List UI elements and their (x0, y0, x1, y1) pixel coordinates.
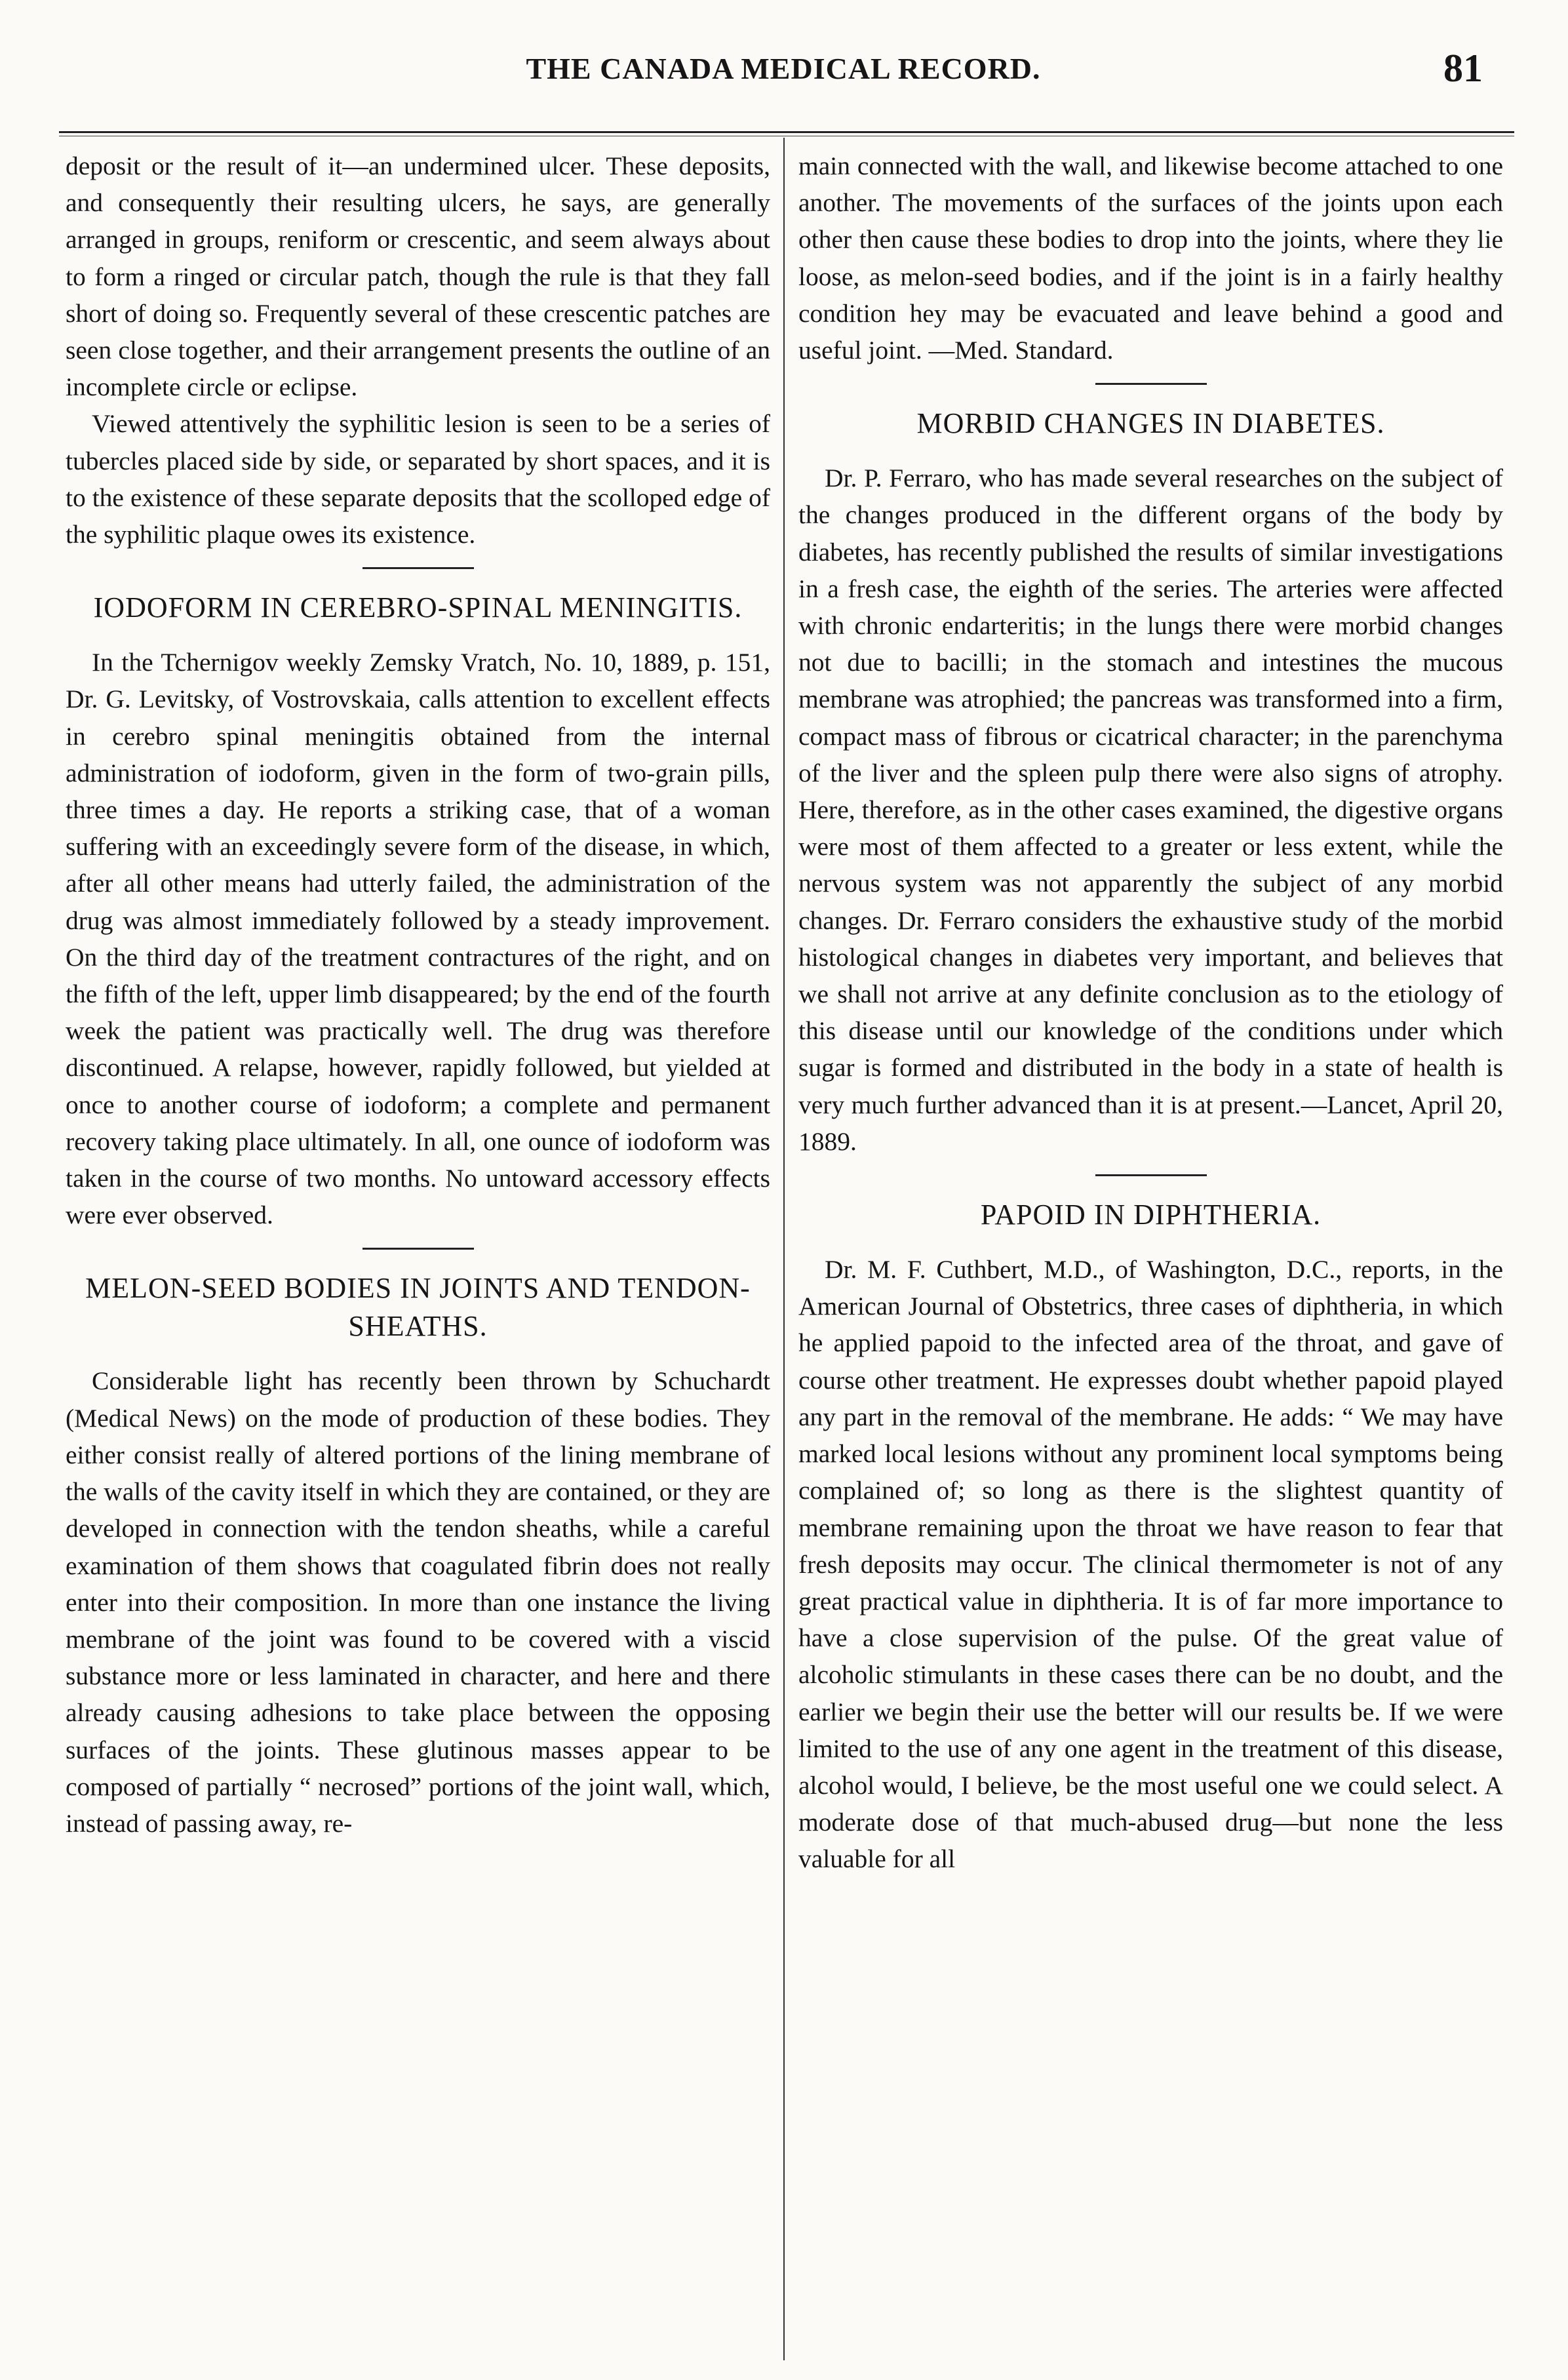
syphilis-paragraph-2: Viewed attentively the syphilitic lesion is seen to be a series of tubercles placed side by side, or separated by short spaces, and it is to the existence of these separate deposits that the scolloped edge of the syphilitic plaque owes its existence. (66, 409, 770, 549)
iodoform-article-title: IODOFORM IN CEREBRO-SPINAL MENINGITIS. (93, 591, 743, 624)
papoid-article-title: PAPOID IN DIPHTHERIA. (980, 1199, 1322, 1231)
section-rule (363, 567, 474, 569)
melon-seed-continuation: main connected with the wall, and likewise become attached to one another. The movements of the surfaces of the joints upon each other then cause these bodies to drop into the joints, where they lie loose, as melon-seed bodies, and if the joint is in a fairly healthy condition hey may be evacuated and leave behind a good and useful joint. —Med. Standard. (798, 151, 1503, 365)
melon-seed-paragraph: Considerable light has recently been thrown by Schuchardt (Medical News) on the mode of production of these bodies. They either consist really of altered portions of the lining membrane of the walls of the cavity itself in which they are contained, or they are developed in connection with the tendon sheaths, while a careful examination of them shows that coagulated fibrin does not really enter into their composition. In more than one instance the living membrane of the joint was found to be covered with a viscid substance more or less laminated in character, and here and there already causing adhesions to take place between the opposing surfaces of the joints. These glutinous masses appear to be composed of partially “ necrosed” portions of the joint wall, which, instead of passing away, re- (66, 1366, 770, 1838)
left-column (66, 148, 770, 2364)
syphilis-paragraph-1: deposit or the result of it—an undermined ulcer. These deposits, and consequently their resulting ulcers, he says, are generally arranged in groups, reniform or crescentic, and seem always about to form a ringed or circular patch, though the rule is that they fall short of doing so. Frequently several of these crescentic patches are seen close together, and their arrangement presents the outline of an incomplete circle or eclipse. (66, 151, 770, 402)
header-rule (59, 131, 1514, 136)
section-rule (363, 1248, 474, 1250)
diabetes-article-title: MORBID CHANGES IN DIABETES. (916, 407, 1385, 440)
section-rule (1095, 1174, 1207, 1176)
running-title: THE CANADA MEDICAL RECORD. (526, 52, 1041, 85)
papoid-paragraph: Dr. M. F. Cuthbert, M.D., of Washington, D.C., reports, in the American Journal of Obstetrics, three cases of diphtheria, in which he applied papoid to the infected area of the throat, and gave of course other treatment. He expresses doubt whether papoid played any part in the removal of the membrane. He adds: “ We may have marked local lesions without any prominent local symptoms being complained of; so long as there is the slightest quantity of membrane remaining upon the throat we have reason to fear that fresh deposits may occur. The clinical thermometer is not of any great practical value in diphtheria. It is of far more importance to have a close supervision of the pulse. Of the great value of alcoholic stimulants in these cases there can be no doubt, and the earlier we begin their use the better will our results be. If we were limited to the use of any one agent in the treatment of this disease, alcohol would, I believe, be the most useful one we could select. A moderate dose of that much-abused drug—but none the less valuable for all (798, 1255, 1503, 1874)
diabetes-paragraph: Dr. P. Ferraro, who has made several researches on the subject of the changes produced in the different organs of the body by diabetes, has recently published the results of similar investigations in a fresh case, the eighth of the series. The arteries were affected with chronic endarteritis; in the lungs there were morbid changes not due to bacilli; in the stomach and intestines the mucous membrane was atrophied; the pancreas was transformed into a firm, compact mass of fibrous or cicatrical character; in the parenchyma of the liver and the spleen pulp there were also signs of atrophy. Here, therefore, as in the other cases examined, the digestive organs were most of them affected to a greater or less extent, while the nervous system was not apparently the subject of any morbid changes. Dr. Ferraro considers the exhaustive study of the morbid histological changes in diabetes very important, and believes that we shall not arrive at any definite conclusion as to the etiology of this disease until our knowledge of the conditions under which sugar is formed and distributed in the body in a state of health is very much further advanced than it is at present.—Lancet, April 20, 1889. (798, 464, 1503, 1156)
running-head (0, 47, 1568, 97)
page-number: 81 (1443, 47, 1483, 90)
right-column (798, 148, 1503, 2364)
section-rule (1095, 383, 1207, 385)
melon-seed-article-title: MELON-SEED BODIES IN JOINTS AND TENDON-SHEATHS. (85, 1272, 751, 1343)
iodoform-paragraph: In the Tchernigov weekly Zemsky Vratch, No. 10, 1889, p. 151, Dr. G. Levitsky, of Vostrovskaia, calls attention to excellent effects in cerebro spinal meningitis obtained from the internal administration of iodoform, given in the form of two-grain pills, three times a day. He reports a striking case, that of a woman suffering with an exceedingly severe form of the disease, in which, after all other means had utterly failed, the administration of the drug was almost immediately followed by a steady improvement. On the third day of the treatment contractures of the right, and on the fifth of the left, upper limb disappeared; by the end of the fourth week the patient was practically well. The drug was therefore discontinued. A relapse, however, rapidly followed, but yielded at once to another course of iodoform; a complete and permanent recovery taking place ultimately. In all, one ounce of iodoform was taken in the course of two months. No untoward accessory effects were ever observed. (66, 648, 770, 1230)
column-divider (783, 138, 785, 2360)
